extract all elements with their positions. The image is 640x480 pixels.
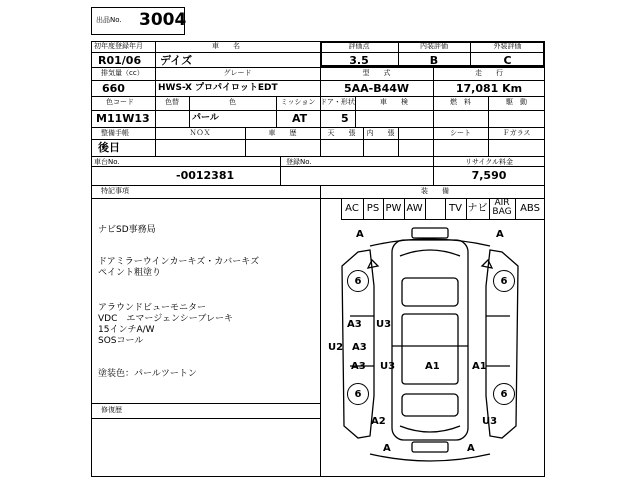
note-line-2: ドアミラーウインカーキズ・カバーキズ ペイント粗塗り	[98, 257, 260, 278]
equipment-abs: ABS	[520, 203, 540, 214]
interior-grade-value: B	[429, 54, 439, 67]
interior-trim-label: 内 張	[366, 129, 395, 137]
chassis-no-label: 車台No.	[94, 158, 120, 166]
equipment-ps: PS	[366, 203, 380, 214]
damage-a3-upper: A3	[347, 319, 362, 330]
registration-no-label: 登録No.	[286, 158, 312, 166]
repair-history-label: 修復歴	[101, 406, 122, 414]
maintenance-record-value: 後日	[98, 141, 120, 154]
note-line-4: 塗装色：パールツートン	[98, 369, 197, 379]
equipment-pw: PW	[385, 203, 402, 214]
recycle-fee-value: 7,590	[471, 169, 507, 182]
car-name-value: デイズ	[160, 54, 193, 67]
first-registration-value: R01/06	[98, 54, 142, 67]
damage-front-left: A	[356, 229, 364, 240]
damage-u3-upper: U3	[376, 319, 392, 330]
note-line-3: アラウンドビューモニター VDC エマージェンシーブレーキ 15インチA/W SOSコール	[98, 303, 233, 346]
score-label: 評価点	[348, 42, 370, 50]
equipment-navi: ナビ	[467, 203, 488, 214]
color-value: パール	[192, 113, 219, 123]
model-value: 5AA-B44W	[343, 82, 410, 95]
damage-u2: U2	[328, 342, 344, 353]
car-name-label: 車 名	[212, 42, 240, 50]
first-registration-label: 初年度登録年月	[94, 42, 143, 50]
damage-a3-mid: A3	[352, 342, 367, 353]
mission-label: ミッション	[280, 98, 316, 106]
tire-rear-left: 6	[347, 383, 369, 405]
grade-label: グレード	[223, 69, 252, 77]
drive-label: 駆 動	[506, 98, 527, 106]
chassis-no-value: -0012381	[176, 169, 235, 182]
damage-rear-left: A	[383, 443, 391, 454]
history-label: 車 歴	[268, 129, 297, 137]
equipment-ac: AC	[345, 203, 359, 214]
recycle-fee-label: リサイクル料金	[464, 158, 514, 166]
damage-a3-lower: A3	[351, 361, 366, 372]
equipment-label: 装 備	[421, 187, 449, 195]
doors-label: ドア・形状	[320, 98, 355, 106]
displacement-value: 660	[102, 82, 125, 95]
displacement-label: 排気量（cc）	[101, 69, 144, 77]
seat-label: シート	[450, 129, 471, 137]
equipment-airbag: AIR BAG	[492, 198, 512, 217]
grade-value: HWS-X プロパイロットEDT	[158, 83, 278, 93]
tire-rear-right: 6	[493, 383, 515, 405]
ceiling-label: 天 張	[327, 129, 356, 137]
lot-number: 3004	[139, 10, 187, 30]
damage-rear-right: A	[467, 443, 475, 454]
tire-front-right: 6	[493, 270, 515, 292]
damage-u3-lower: U3	[380, 361, 396, 372]
tire-front-left: 6	[347, 270, 369, 292]
equipment-tv: TV	[449, 203, 462, 214]
model-label: 型 式	[362, 69, 391, 77]
inspection-label: 車 検	[380, 98, 408, 106]
color-label: 色	[229, 98, 236, 106]
mileage-value: 17,081 Km	[455, 82, 523, 95]
damage-a1-center: A1	[425, 361, 440, 372]
exterior-grade-value: C	[503, 54, 512, 67]
maintenance-record-label: 整備手帳	[101, 129, 129, 137]
damage-a2-rear: A2	[371, 416, 386, 427]
nox-label: ＮＯＸ	[189, 129, 211, 137]
color-code-value: M11W13	[96, 112, 150, 125]
score-value: 3.5	[349, 54, 369, 67]
mission-value: AT	[292, 112, 308, 125]
damage-front-right: A	[496, 229, 504, 240]
fuel-label: 燃 料	[450, 98, 471, 106]
mileage-label: 走 行	[475, 69, 503, 77]
color-code-label: 色コード	[106, 98, 134, 106]
color-change-label: 色替	[165, 98, 179, 106]
exterior-grade-label: 外装評価	[493, 42, 522, 50]
equipment-aw: AW	[406, 203, 423, 214]
note-line-1: ナビSD事務局	[98, 225, 156, 235]
lot-number-label: 出品No.	[96, 16, 122, 24]
notes-label: 特記事項	[101, 187, 129, 195]
doors-value: 5	[341, 112, 349, 125]
damage-a1-right: A1	[472, 361, 487, 372]
glass-label: Ｆガラス	[502, 129, 531, 137]
damage-u3-rear: U3	[482, 416, 498, 427]
interior-grade-label: 内装評価	[420, 42, 448, 50]
